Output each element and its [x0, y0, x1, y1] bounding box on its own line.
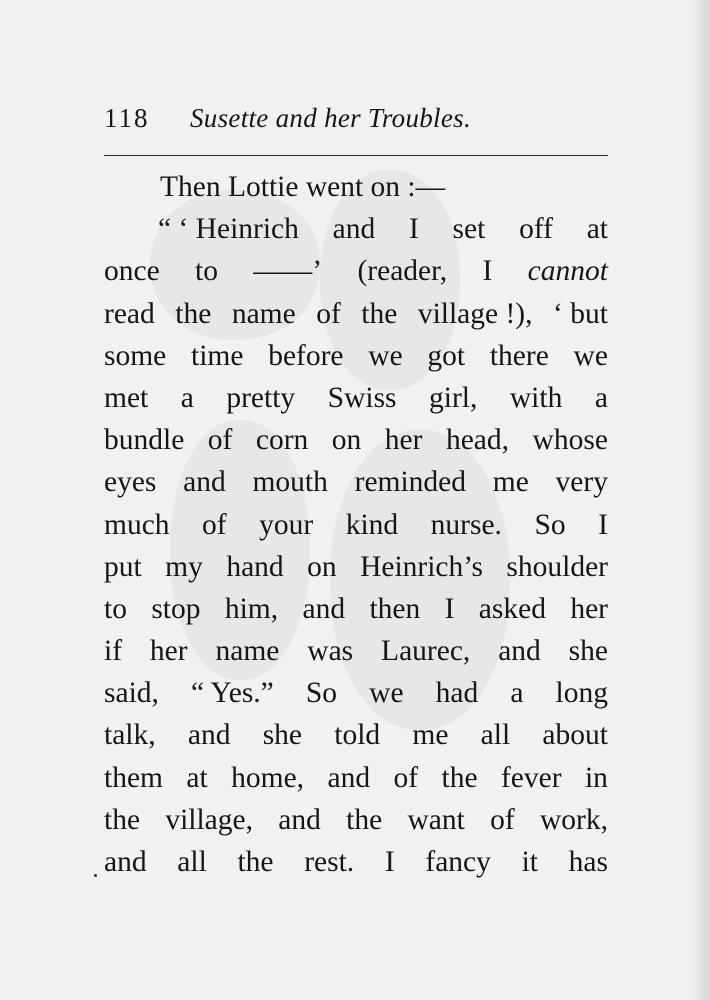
- text-line: [104, 377, 608, 419]
- word: Swiss: [327, 381, 397, 414]
- word: to: [195, 255, 218, 288]
- word: Heinrich’s: [360, 550, 483, 583]
- word: all: [177, 846, 207, 878]
- word: about: [542, 719, 608, 752]
- word: and: [183, 466, 226, 499]
- word: stop: [151, 592, 201, 625]
- word: bundle: [104, 424, 185, 457]
- word: at: [586, 213, 608, 246]
- word: work,: [539, 803, 608, 836]
- word: the: [104, 803, 141, 836]
- word: girl,: [429, 381, 478, 414]
- text-line: [104, 250, 608, 292]
- word: rest.: [304, 846, 355, 878]
- word: kind: [345, 508, 399, 541]
- word: and: [187, 719, 231, 752]
- word: of: [393, 761, 419, 794]
- word: in: [584, 761, 608, 794]
- word: and: [104, 846, 147, 878]
- word: long: [555, 677, 608, 710]
- word: a: [180, 381, 194, 414]
- word: of: [202, 508, 227, 541]
- word: nurse.: [430, 508, 502, 541]
- word: and: [332, 213, 376, 246]
- word: of: [490, 803, 515, 836]
- text-line: [104, 799, 608, 841]
- word: home,: [231, 761, 305, 794]
- page-edge-shadow: [688, 0, 710, 1000]
- word: ——’: [253, 255, 323, 288]
- word: once: [104, 255, 160, 288]
- word: a: [510, 677, 524, 710]
- word: she: [568, 635, 608, 668]
- text-line: [104, 546, 608, 588]
- word: me: [412, 719, 449, 752]
- word: So: [534, 508, 566, 541]
- text-line: [104, 335, 608, 377]
- word: eyes: [104, 466, 157, 499]
- word: shoulder: [506, 550, 608, 583]
- word: the: [441, 761, 478, 794]
- text-line: [104, 588, 608, 630]
- word: the: [175, 297, 212, 330]
- word: it: [521, 846, 538, 878]
- word: read: [104, 297, 155, 330]
- word: asked: [478, 592, 546, 625]
- word: a: [594, 381, 608, 414]
- word: her: [570, 592, 608, 625]
- word: reminded: [354, 466, 467, 499]
- word: off: [519, 213, 553, 246]
- word: time: [191, 339, 244, 372]
- word: mouth: [252, 466, 328, 499]
- text-line: [104, 672, 608, 714]
- text-line: [104, 841, 608, 883]
- running-title: Susette and her Troubles.: [190, 103, 471, 133]
- word: much: [104, 508, 170, 541]
- word: I: [384, 846, 395, 878]
- header-rule: [104, 155, 608, 156]
- word: she: [262, 719, 303, 752]
- word: pretty: [226, 381, 296, 414]
- print-speck: [94, 874, 97, 877]
- word: So: [305, 677, 338, 710]
- word: if: [104, 635, 123, 668]
- word: Then Lottie went on :—: [160, 171, 446, 203]
- word: on: [307, 550, 337, 583]
- word: my: [165, 550, 203, 583]
- word: and: [302, 592, 346, 625]
- word: got: [427, 339, 466, 372]
- word: name: [231, 297, 296, 330]
- word: fancy: [425, 846, 491, 878]
- word: talk,: [104, 719, 156, 752]
- word: put: [104, 550, 142, 583]
- word: was: [307, 635, 354, 668]
- word: we: [573, 339, 608, 372]
- word: on: [331, 424, 362, 457]
- word: had: [435, 677, 479, 710]
- word: village !),: [417, 297, 533, 330]
- word: has: [568, 846, 608, 878]
- word: hand: [226, 550, 284, 583]
- word: the: [346, 803, 383, 836]
- word: whose: [532, 424, 608, 457]
- word: them: [104, 761, 163, 794]
- word: some: [104, 339, 167, 372]
- word: and: [327, 761, 371, 794]
- word: “ Yes.”: [191, 677, 274, 710]
- text-line: [104, 293, 608, 335]
- word: the: [237, 846, 274, 878]
- word: village,: [165, 803, 253, 836]
- word: to: [104, 592, 127, 625]
- word: the: [361, 297, 398, 330]
- word: at: [186, 761, 208, 794]
- word: said,: [104, 677, 159, 710]
- body-text: [104, 166, 608, 883]
- word: “ ‘ Heinrich: [158, 213, 299, 246]
- word: (reader,: [357, 255, 448, 288]
- word: all: [480, 719, 511, 752]
- word: her: [149, 635, 188, 668]
- word: then: [369, 592, 421, 625]
- word: cannot: [527, 255, 608, 288]
- word: head,: [445, 424, 510, 457]
- word: we: [368, 339, 403, 372]
- text-line: [104, 208, 608, 250]
- word: there: [489, 339, 549, 372]
- word: set: [452, 213, 486, 246]
- word: I: [408, 213, 419, 246]
- word: with: [509, 381, 563, 414]
- word: me: [492, 466, 529, 499]
- text-line: [104, 461, 608, 503]
- word: and: [278, 803, 321, 836]
- page-number: 118: [104, 103, 150, 133]
- text-line: [104, 757, 608, 799]
- text-line: [104, 504, 608, 546]
- text-line: [104, 630, 608, 672]
- word: very: [555, 466, 608, 499]
- word: want: [407, 803, 465, 836]
- word: ‘ but: [553, 297, 608, 330]
- running-header: [104, 103, 608, 139]
- word: of: [207, 424, 233, 457]
- text-line: [104, 419, 608, 461]
- word: your: [259, 508, 314, 541]
- word: I: [444, 592, 455, 625]
- text-line: [104, 166, 608, 208]
- word: told: [334, 719, 381, 752]
- text-line: [104, 714, 608, 756]
- word: fever: [500, 761, 562, 794]
- word: I: [482, 255, 493, 288]
- word: met: [104, 381, 149, 414]
- word: corn: [255, 424, 309, 457]
- word: her: [384, 424, 423, 457]
- word: and: [498, 635, 541, 668]
- word: Laurec,: [381, 635, 471, 668]
- word: we: [369, 677, 404, 710]
- word: of: [316, 297, 341, 330]
- word: before: [268, 339, 344, 372]
- word: him,: [224, 592, 279, 625]
- word: I: [598, 508, 608, 541]
- word: name: [215, 635, 280, 668]
